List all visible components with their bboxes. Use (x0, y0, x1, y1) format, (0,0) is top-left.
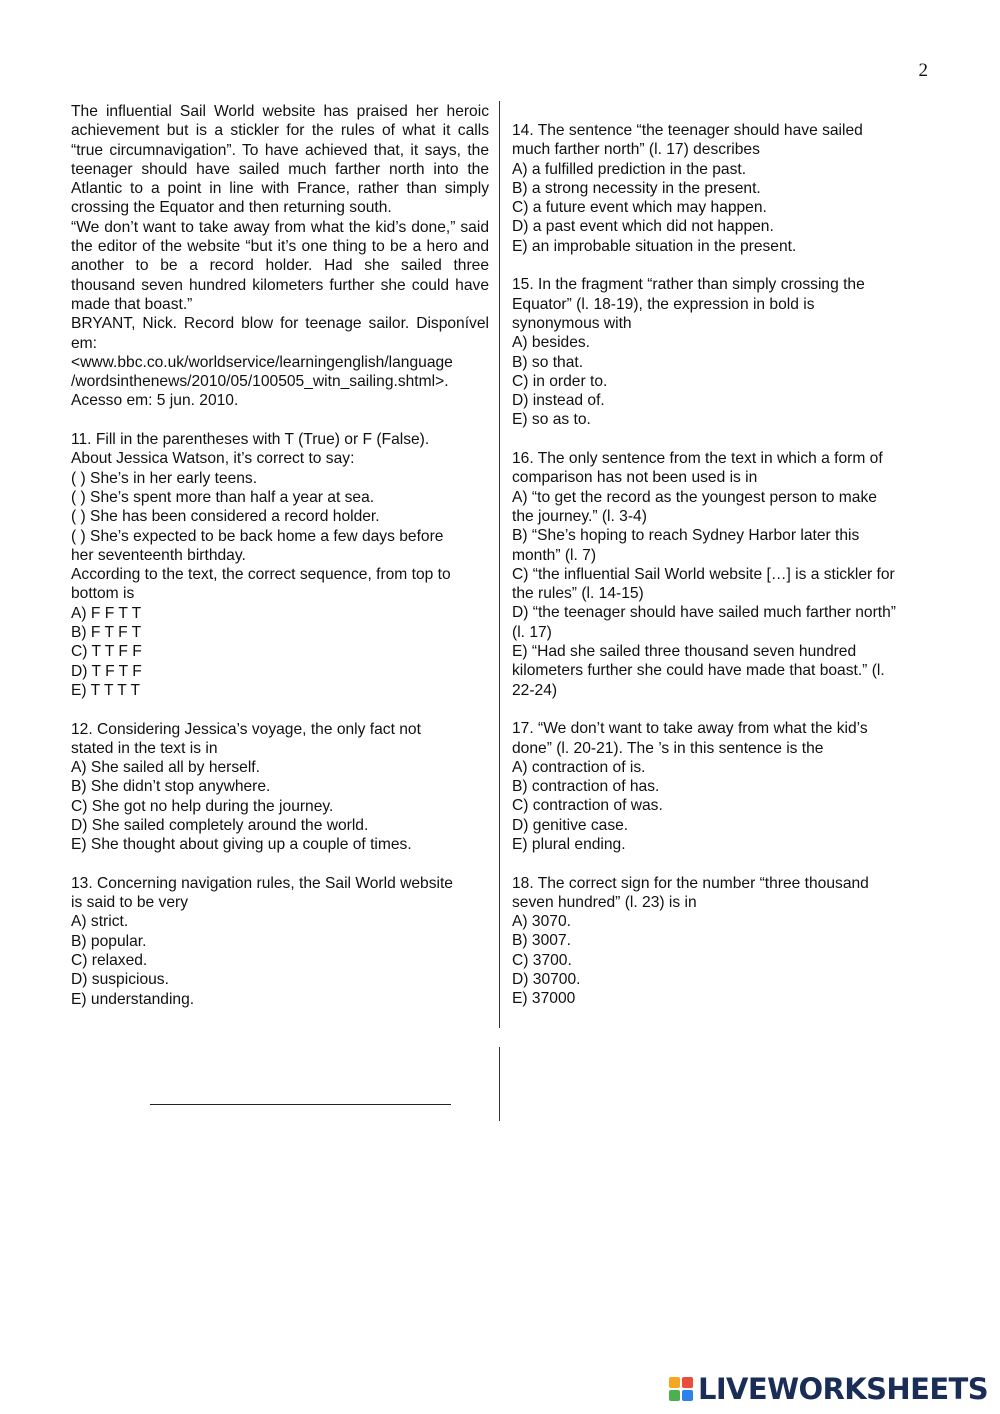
question-16-option-d-2: (l. 17) (512, 623, 552, 641)
passage-citation-url-2: /wordsinthenews/2010/05/100505_witn_sailing.shtml>. (71, 373, 449, 391)
question-12-stem-2: stated in the text is in (71, 739, 218, 757)
question-11-stem-2: About Jessica Watson, it’s correct to say: (71, 450, 355, 468)
liveworksheets-logo-icon (669, 1377, 693, 1401)
question-16-option-a-2: the journey.” (l. 3-4) (512, 507, 647, 525)
question-15-stem-3: synonymous with (512, 314, 632, 332)
question-13 (71, 874, 489, 1009)
logo-square-orange (669, 1377, 680, 1388)
question-13-option-a: A) strict. (71, 913, 129, 931)
question-16-option-c-2: the rules” (l. 14-15) (512, 585, 644, 603)
passage-paragraph-2: “We don’t want to take away from what the kid’s done,” said the editor of the website “but it’s one thing to be a hero and another to be a record holder. Had she sailed three thousand seven hundred kilometers further she could have made that boast.” (71, 218, 489, 313)
question-16-stem-2: comparison has not been used is in (512, 469, 758, 487)
question-12-option-c: C) She got no help during the journey. (71, 797, 334, 815)
question-11 (71, 430, 489, 700)
question-16-option-e-3: 22-24) (512, 681, 558, 699)
question-15-option-d: D) instead of. (512, 392, 605, 410)
question-17-stem-2: done” (l. 20-21). The ’s in this sentence is the (512, 739, 824, 757)
question-12-option-e: E) She thought about giving up a couple of times. (71, 836, 412, 854)
question-16-option-c-1: C) “the influential Sail World website […] is a stickler for (512, 565, 895, 583)
column-divider-lower (499, 1047, 500, 1121)
question-17 (512, 719, 928, 854)
question-14 (512, 121, 928, 256)
question-17-stem-1: 17. “We don’t want to take away from what the kid’s (512, 720, 868, 738)
question-14-option-c: C) a future event which may happen. (512, 199, 767, 217)
question-14-option-b: B) a strong necessity in the present. (512, 179, 761, 197)
question-11-option-a: A) F F T T (71, 604, 142, 622)
page-number: 2 (918, 60, 928, 81)
question-13-stem-2: is said to be very (71, 894, 189, 912)
question-16 (512, 449, 928, 700)
question-14-stem-1: 14. The sentence “the teenager should have sailed (512, 122, 863, 139)
question-13-option-c: C) relaxed. (71, 952, 148, 970)
logo-square-green (669, 1390, 680, 1401)
question-17-option-e: E) plural ending. (512, 835, 626, 853)
question-18-option-e: E) 37000 (512, 990, 576, 1008)
passage-citation: BRYANT, Nick. Record blow for teenage sailor. Disponível em: (71, 315, 489, 352)
passage-citation-url-1: <www.bbc.co.uk/worldservice/learningenglish/language (71, 353, 453, 371)
logo-square-red (682, 1377, 693, 1388)
question-16-option-b-1: B) “She’s hoping to reach Sydney Harbor later this (512, 527, 860, 545)
column-divider (499, 101, 500, 1028)
question-18-option-c: C) 3700. (512, 951, 572, 969)
left-column (71, 102, 489, 1009)
question-16-option-b-2: month” (l. 7) (512, 546, 597, 564)
question-17-option-a: A) contraction of is. (512, 758, 646, 776)
brand-name: LIVEWORKSHEETS (697, 1372, 988, 1406)
reading-passage (71, 102, 489, 411)
question-11-stem-4: bottom is (71, 585, 135, 603)
question-15-stem-1: 15. In the fragment “rather than simply crossing the (512, 276, 865, 294)
question-18 (512, 874, 928, 1009)
question-11-statement-3: ( ) She has been considered a record holder. (71, 508, 380, 526)
logo-square-blue (682, 1390, 693, 1401)
question-11-statement-2: ( ) She’s spent more than half a year at sea. (71, 488, 375, 506)
question-11-stem-1: 11. Fill in the parentheses with T (True) or F (False). (71, 431, 430, 449)
question-11-stem-3: According to the text, the correct sequence, from top to (71, 566, 451, 584)
question-16-option-d-1: D) “the teenager should have sailed much farther north” (512, 604, 896, 622)
question-17-option-c: C) contraction of was. (512, 797, 663, 815)
passage-paragraph-1: The influential Sail World website has praised her heroic achievement but is a stickler for the rules of what it calls “true circumnavigation”. To have achieved that, it says, the teenager should have sailed much farther north into the Atlantic to a point in line with France, rather than simply crossing the Equator and then returning south. (71, 103, 489, 217)
right-column (512, 121, 928, 1009)
question-11-statement-4a: ( ) She’s expected to be back home a few days before (71, 527, 444, 545)
question-11-option-c: C) T T F F (71, 643, 142, 661)
question-12-stem-1: 12. Considering Jessica’s voyage, the only fact not (71, 720, 421, 738)
question-14-option-e: E) an improbable situation in the present. (512, 237, 797, 255)
question-11-option-e: E) T T T T (71, 681, 141, 699)
question-11-statement-4b: her seventeenth birthday. (71, 546, 246, 564)
question-12-option-a: A) She sailed all by herself. (71, 759, 260, 777)
question-17-option-d: D) genitive case. (512, 816, 629, 834)
question-14-stem-2: much farther north” (l. 17) describes (512, 141, 760, 159)
question-13-option-b: B) popular. (71, 932, 147, 950)
question-15-option-e: E) so as to. (512, 411, 591, 429)
question-16-option-a-1: A) “to get the record as the youngest person to make (512, 488, 877, 506)
question-12-option-b: B) She didn’t stop anywhere. (71, 778, 271, 796)
question-18-stem-2: seven hundred” (l. 23) is in (512, 893, 697, 911)
passage-citation-access: Acesso em: 5 jun. 2010. (71, 392, 239, 410)
question-11-option-b: B) F T F T (71, 624, 142, 642)
question-14-option-d: D) a past event which did not happen. (512, 218, 774, 236)
question-15-option-c: C) in order to. (512, 372, 608, 390)
question-13-option-d: D) suspicious. (71, 971, 169, 989)
question-11-statement-1: ( ) She’s in her early teens. (71, 469, 258, 487)
question-12 (71, 720, 489, 855)
question-16-option-e-1: E) “Had she sailed three thousand seven hundred (512, 643, 857, 661)
question-15-option-b: B) so that. (512, 353, 584, 371)
question-18-option-d: D) 30700. (512, 971, 581, 989)
question-13-stem-1: 13. Concerning navigation rules, the Sail World website (71, 874, 453, 892)
question-13-option-e: E) understanding. (71, 990, 195, 1008)
question-17-option-b: B) contraction of has. (512, 778, 660, 796)
question-18-option-a: A) 3070. (512, 913, 571, 931)
question-15-option-a: A) besides. (512, 334, 591, 352)
liveworksheets-brand (669, 1372, 988, 1406)
question-12-option-d: D) She sailed completely around the world. (71, 816, 369, 834)
question-15-stem-2: Equator” (l. 18-19), the expression in bold is (512, 295, 815, 313)
question-14-option-a: A) a fulfilled prediction in the past. (512, 160, 747, 178)
question-18-stem-1: 18. The correct sign for the number “three thousand (512, 874, 869, 892)
question-11-option-d: D) T F T F (71, 662, 142, 680)
question-16-stem-1: 16. The only sentence from the text in which a form of (512, 450, 883, 468)
question-18-option-b: B) 3007. (512, 932, 571, 950)
question-15 (512, 275, 928, 429)
signature-line (150, 1104, 451, 1105)
question-16-option-e-2: kilometers further she could have made that boast.” (l. (512, 662, 885, 680)
